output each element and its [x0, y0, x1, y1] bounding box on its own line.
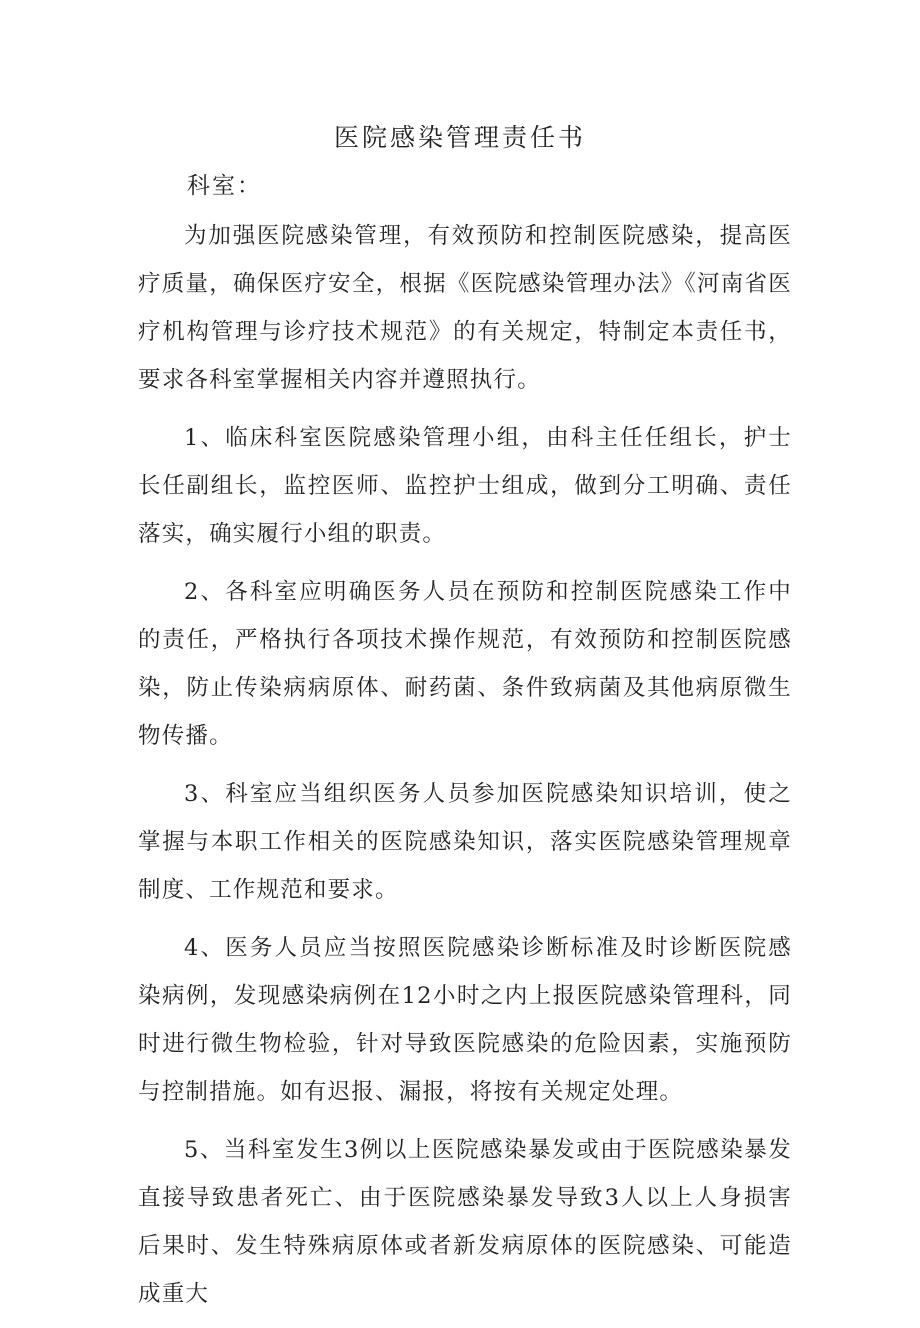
paragraph-item-5: 5、当科室发生3例以上医院感染暴发或由于医院感染暴发直接导致患者死亡、由于医院感染暴发导致3人以上人身损害后果时、发生特殊病原体或者新发病原体的医院感染、可能造成重大: [138, 1137, 792, 1307]
document-body: [138, 212, 792, 1328]
document-title: 医院感染管理责任书: [333, 123, 586, 152]
paragraph-item-3: 3、科室应当组织医务人员参加医院感染知识培训，使之掌握与本职工作相关的医院感染知识，落实医院感染管理规章制度、工作规范和要求。: [138, 781, 792, 903]
paragraph-item-4: 4、医务人员应当按照医院感染诊断标准及时诊断医院感染病例，发现感染病例在12小时之内上报医院感染管理科，同时进行微生物检验，针对导致医院感染的危险因素，实施预防与控制措施。如有迟报、漏报，将按有关规定处理。: [138, 935, 792, 1105]
paragraph-item-2: 2、各科室应明确医务人员在预防和控制医院感染工作中的责任，严格执行各项技术操作规范，有效预防和控制医院感染，防止传染病病原体、耐药菌、条件致病菌及其他病原微生物传播。: [138, 579, 792, 749]
paragraph-item-1: 1、临床科室医院感染管理小组，由科主任任组长，护士长任副组长，监控医师、监控护士组成，做到分工明确、责任落实，确实履行小组的职责。: [138, 425, 792, 547]
salutation: 科室：: [187, 173, 262, 199]
paragraph-intro: 为加强医院感染管理，有效预防和控制医院感染，提高医疗质量，确保医疗安全，根据《医院感染管理办法》《河南省医疗机构管理与诊疗技术规范》的有关规定，特制定本责任书，要求各科室掌握相关内容并遵照执行。: [138, 223, 792, 393]
